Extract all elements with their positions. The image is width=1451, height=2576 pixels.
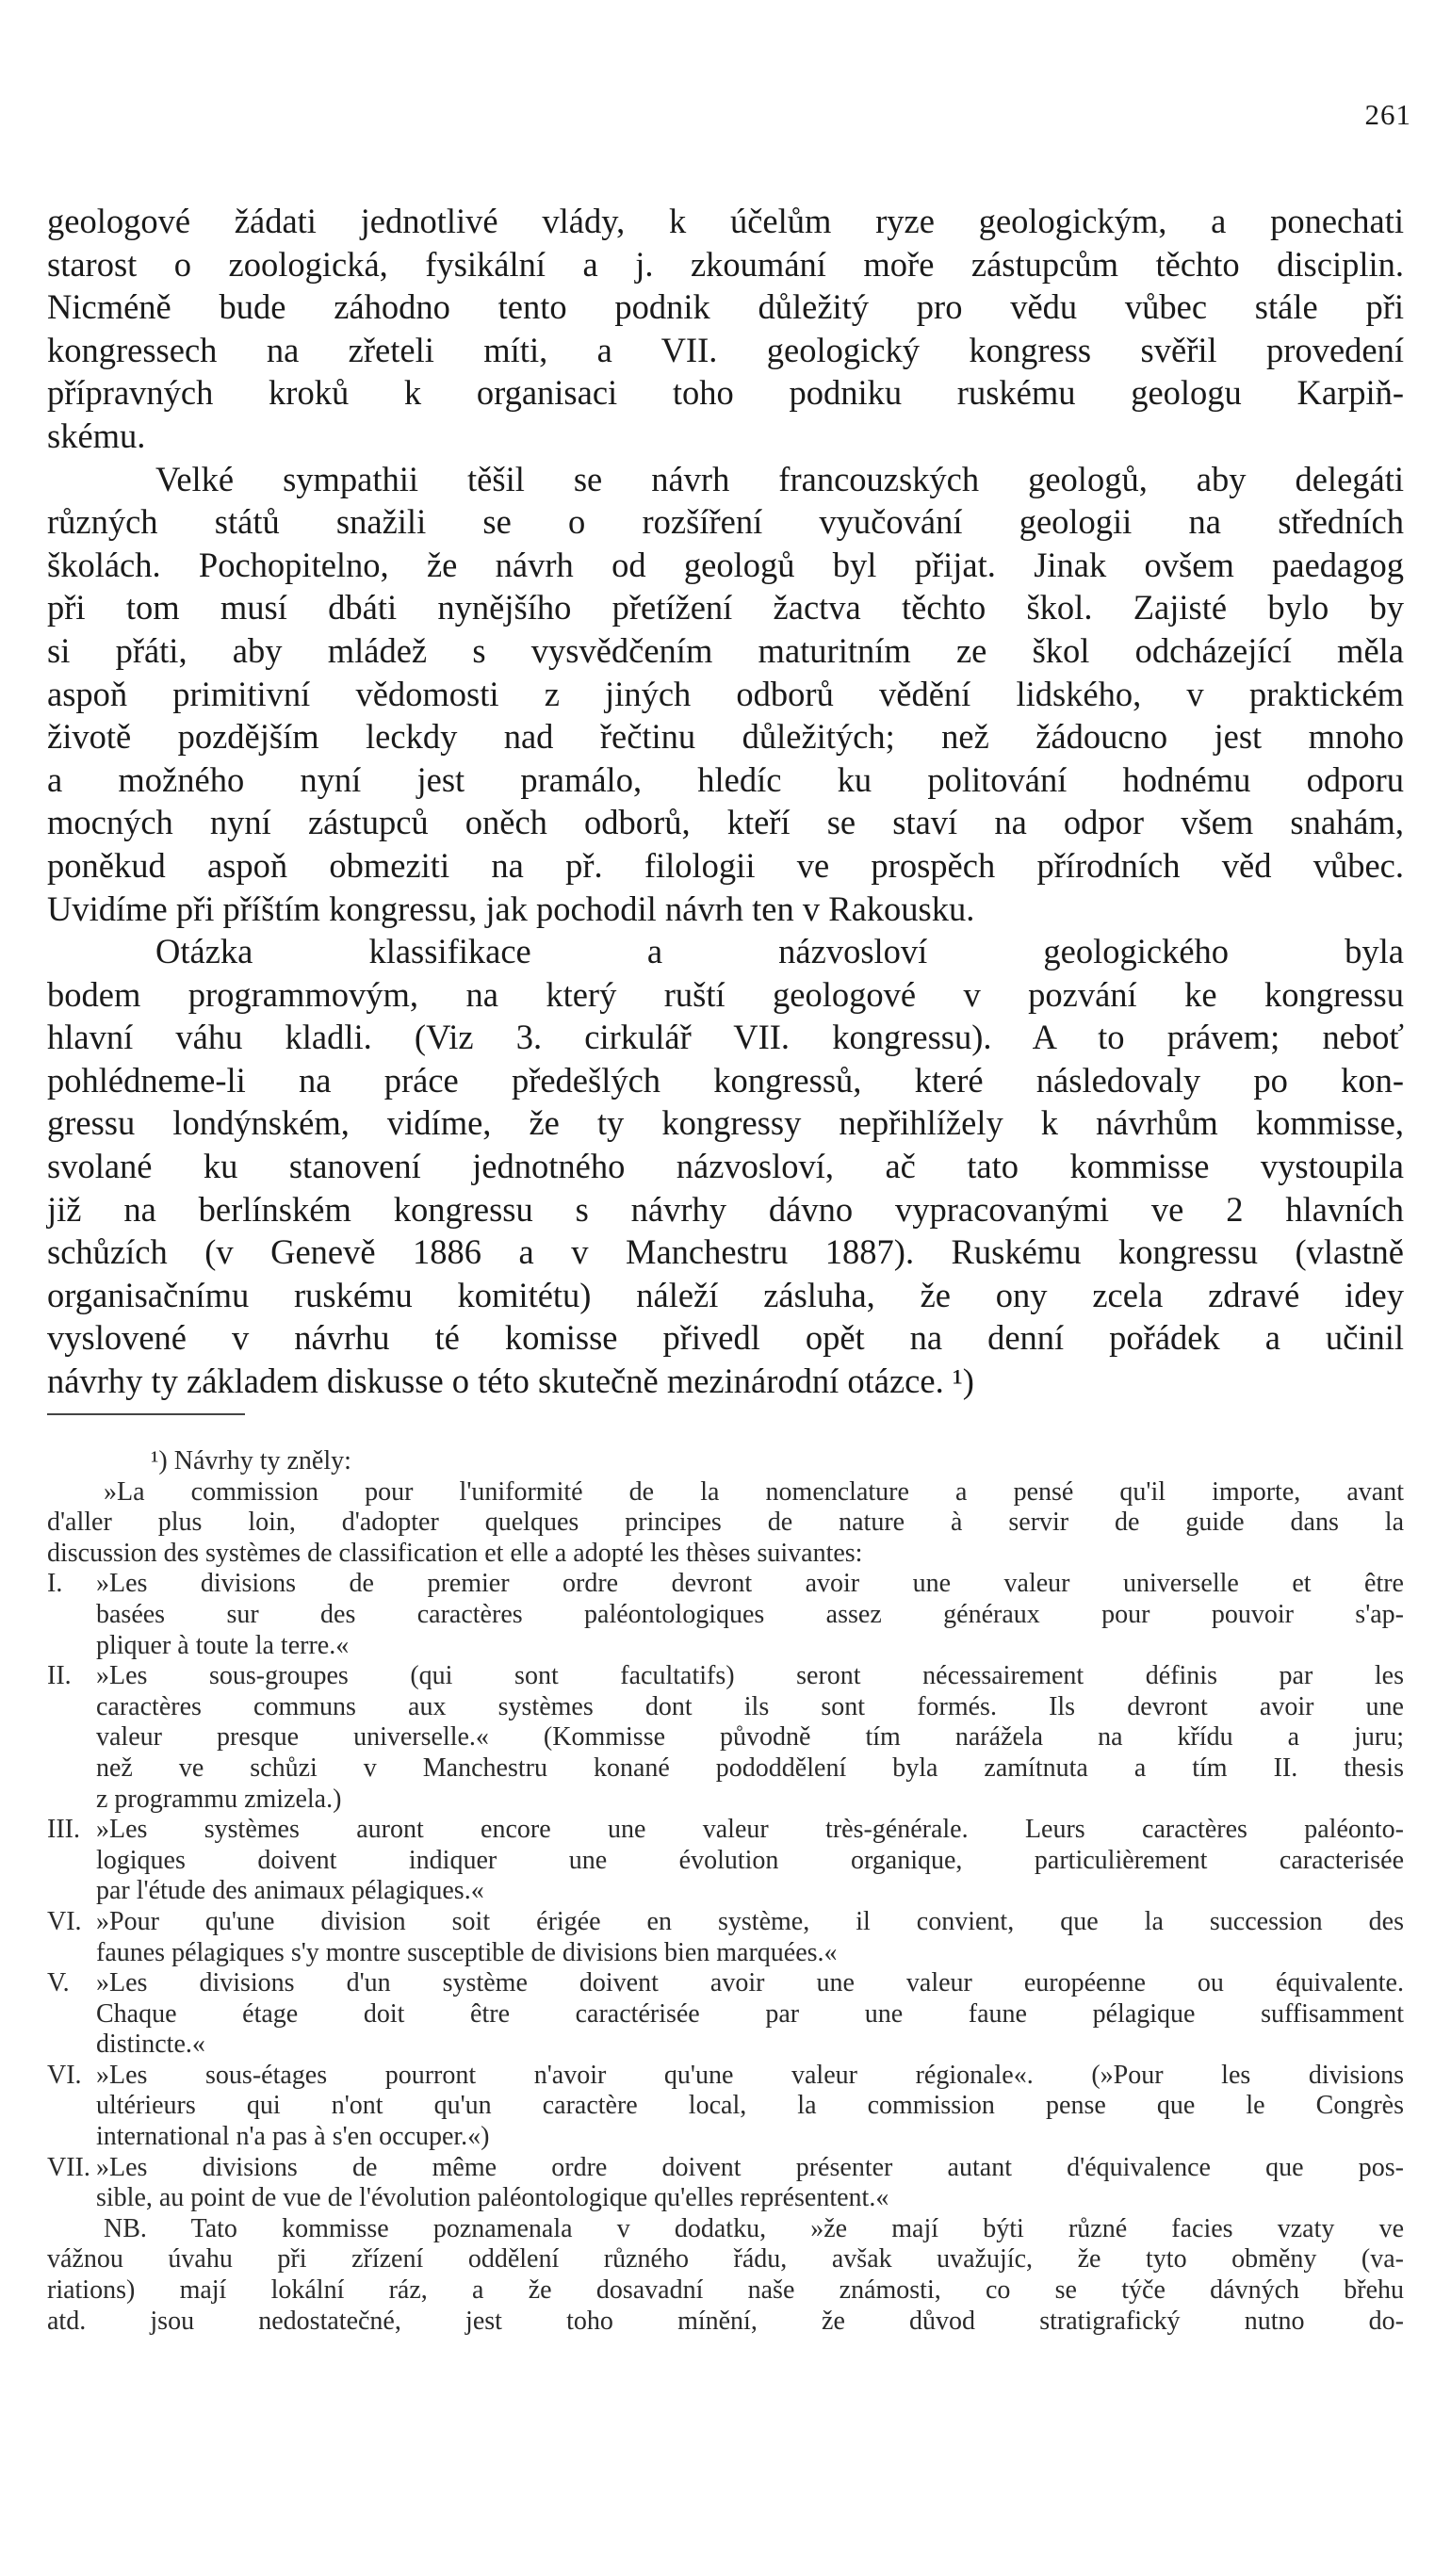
- paragraph-line: a možného nyní jest pramálo, hledíc ku politování hodnému odporu: [47, 759, 1404, 799]
- thesis-number: III.: [47, 1815, 80, 1845]
- footnote-line: discussion des systèmes de classification et elle a adopté les thèses suivantes:: [47, 1538, 863, 1568]
- footnote-line: valeur presque universelle.« (Kommisse původně tím narážela na křídu a juru;: [96, 1722, 1404, 1753]
- paragraph-line: geologové žádati jednotlivé vlády, k účelům ryze geologickým, a ponechati: [47, 202, 1404, 240]
- footnote-line: caractères communs aux systèmes dont ils sont formés. Ils devront avoir une: [96, 1691, 1404, 1721]
- thesis-number: VI.: [47, 1906, 82, 1936]
- paragraph-line: při tom musí dbáti nynějšího přetížení žactva těchto škol. Zajisté bylo by: [47, 588, 1404, 628]
- paragraph-line: Otázka klassifikace a názvosloví geologického byla: [155, 932, 1404, 971]
- footnote-line: sible, au point de vue de l'évolution paléontologique qu'elles représentent.«: [96, 2183, 889, 2213]
- paragraph-line: různých států snažili se o rozšíření vyučování geologii na středních: [47, 502, 1404, 542]
- footnote-line: international n'a pas à s'en occuper.«): [96, 2122, 490, 2152]
- paragraph-line: mocných nyní zástupců oněch odborů, kteří se staví na odpor všem snahám,: [47, 803, 1404, 842]
- footnote-line: logiques doivent indiquer une évolution organique, particulièrement caracterisée: [96, 1845, 1404, 1875]
- paragraph-line: Velké sympathii těšil se návrh francouzských geologů, aby delegáti: [155, 459, 1404, 498]
- main-text: [47, 200, 1404, 1403]
- footnote-line: faunes pélagiques s'y montre susceptible de divisions bien marquées.«: [96, 1937, 838, 1967]
- thesis-number: I.: [47, 1569, 63, 1599]
- paragraph-line: školách. Pochopitelno, že návrh od geologů byl přijat. Jinak ovšem paedagog: [47, 545, 1404, 584]
- footnote-line: ultérieurs qui n'ont qu'un caractère local, la commission pense que le Congrès: [96, 2091, 1404, 2121]
- footnote-line: d'aller plus loin, d'adopter quelques principes de nature à servir de guide dans la: [47, 1508, 1404, 1538]
- paragraph-line: již na berlínském kongressu s návrhy dávno vypracovanými ve 2 hlavních: [47, 1189, 1404, 1229]
- footnote-line: riations) mají lokální ráz, a že dosavadní naše známosti, co se týče dávných břehu: [47, 2275, 1404, 2306]
- paragraph-line: poněkud aspoň obmeziti na př. filologii ve prospěch přírodních věd vůbec.: [47, 845, 1404, 885]
- footnote-line: vážnou úvahu při zřízení oddělení různého řádu, avšak uvažujíc, že tyto obměny (va-: [47, 2244, 1404, 2274]
- thesis-item: [47, 2061, 1404, 2153]
- footnote-line: »Pour qu'une division soit érigée en système, il convient, que la succession des: [96, 1906, 1404, 1936]
- thesis-number: II.: [47, 1661, 72, 1691]
- footnote-line: par l'étude des animaux pélagiques.«: [96, 1876, 484, 1906]
- footnote-line: »Les sous-groupes (qui sont facultatifs) seront nécessairement définis par les: [96, 1661, 1404, 1691]
- footnote-line: »Les systèmes auront encore une valeur très-générale. Leurs caractères paléonto-: [96, 1815, 1404, 1845]
- footnote-line: »Les divisions de premier ordre devront avoir une valeur universelle et être: [96, 1569, 1404, 1599]
- thesis-number: V.: [47, 1968, 70, 1998]
- footnote-line: distincte.«: [96, 2030, 205, 2060]
- thesis-item: [47, 1569, 1404, 1661]
- paragraph-line: si přáti, aby mládež s vysvědčením maturitním ze škol odcházející měla: [47, 630, 1404, 670]
- thesis-item: [47, 2153, 1404, 2214]
- thesis-item: [47, 1907, 1404, 1968]
- paragraph-line: přípravných kroků k organisaci toho podniku ruskému geologu Karpiň-: [47, 373, 1404, 413]
- paragraph-line: bodem programmovým, na který ruští geologové v pozvání ke kongressu: [47, 974, 1404, 1014]
- footnote-line: Chaque étage doit être caractérisée par une faune pélagique suffisamment: [96, 1998, 1404, 2029]
- footnote-line: »Les divisions d'un système doivent avoir une valeur européenne ou équivalente.: [96, 1968, 1404, 1998]
- footnote-divider: [47, 1413, 245, 1415]
- footnote-line: »Les divisions de même ordre doivent présenter autant d'équivalence que pos-: [96, 2152, 1404, 2182]
- paragraph-line: schůzích (v Genevě 1886 a v Manchestru 1887). Ruskému kongressu (vlastně: [47, 1232, 1404, 1272]
- paragraph-line: aspoň primitivní vědomosti z jiných odborů vědění lidského, v praktickém: [47, 674, 1404, 713]
- footnote-line: pliquer à toute la terre.«: [96, 1630, 350, 1660]
- paragraph-line: pohlédneme-li na práce předešlých kongressů, které následovaly po kon-: [47, 1060, 1404, 1100]
- thesis-item: [47, 1968, 1404, 2061]
- footnote-line: z programmu zmizela.): [96, 1784, 342, 1814]
- thesis-number: VII.: [47, 2152, 90, 2182]
- paragraph-line: návrhy ty základem diskusse o této skutečně mezinárodní otázce. ¹): [47, 1361, 974, 1401]
- footnote-line: basées sur des caractères paléontologiques assez généraux pour pouvoir s'ap-: [96, 1599, 1404, 1629]
- thesis-item: [47, 1661, 1404, 1815]
- page-number: 261: [1364, 98, 1411, 131]
- footnote-line: než ve schůzi v Manchestru konané pododdělení byla zamítnuta a tím II. thesis: [96, 1753, 1404, 1783]
- paragraph-line: skému.: [47, 416, 146, 455]
- paragraph-line: Nicméně bude záhodno tento podnik důležitý pro vědu vůbec stále při: [47, 287, 1404, 327]
- footnote-heading: ¹) Návrhy ty zněly:: [151, 1446, 351, 1475]
- paragraph-line: životě pozdějším leckdy nad řečtinu důležitých; než žádoucno jest mnoho: [47, 717, 1404, 757]
- footnote-line: »Les sous-étages pourront n'avoir qu'une valeur régionale«. (»Pour les divisions: [96, 2060, 1404, 2090]
- paragraph-line: organisačnímu ruskému komitétu) náleží zásluha, že ony zcela zdravé idey: [47, 1275, 1404, 1314]
- paragraph-line: gressu londýnském, vidíme, že ty kongressy nepřihlížely k návrhům kommisse,: [47, 1103, 1404, 1143]
- paragraph-line: svolané ku stanovení jednotného názvosloví, ač tato kommisse vystoupila: [47, 1147, 1404, 1186]
- paragraph-line: Uvidíme při příštím kongressu, jak pochodil návrh ten v Rakousku.: [47, 889, 975, 928]
- paragraph-line: vyslovené v návrhu té komisse přivedl opět na denní pořádek a učinil: [47, 1318, 1404, 1358]
- footnote-line: atd. jsou nedostatečné, jest toho mínění, že důvod stratigrafický nutno do-: [47, 2306, 1404, 2336]
- paragraph-line: starost o zoologická, fysikální a j. zkoumání moře zástupcům těchto disciplin.: [47, 244, 1404, 284]
- thesis-item: [47, 1815, 1404, 1907]
- paragraph-line: kongressech na zřeteli míti, a VII. geologický kongress svěřil provedení: [47, 330, 1404, 369]
- footnotes: [47, 1446, 1404, 2337]
- paragraph-line: hlavní váhu kladli. (Viz 3. cirkulář VII. kongressu). A to právem; neboť: [47, 1018, 1404, 1057]
- thesis-number: VI.: [47, 2060, 82, 2090]
- footnote-line: NB. Tato kommisse poznamenala v dodatku, »že mají býti různé facies vzaty ve: [104, 2213, 1404, 2243]
- footnote-line: »La commission pour l'uniformité de la nomenclature a pensé qu'il importe, avant: [104, 1476, 1404, 1507]
